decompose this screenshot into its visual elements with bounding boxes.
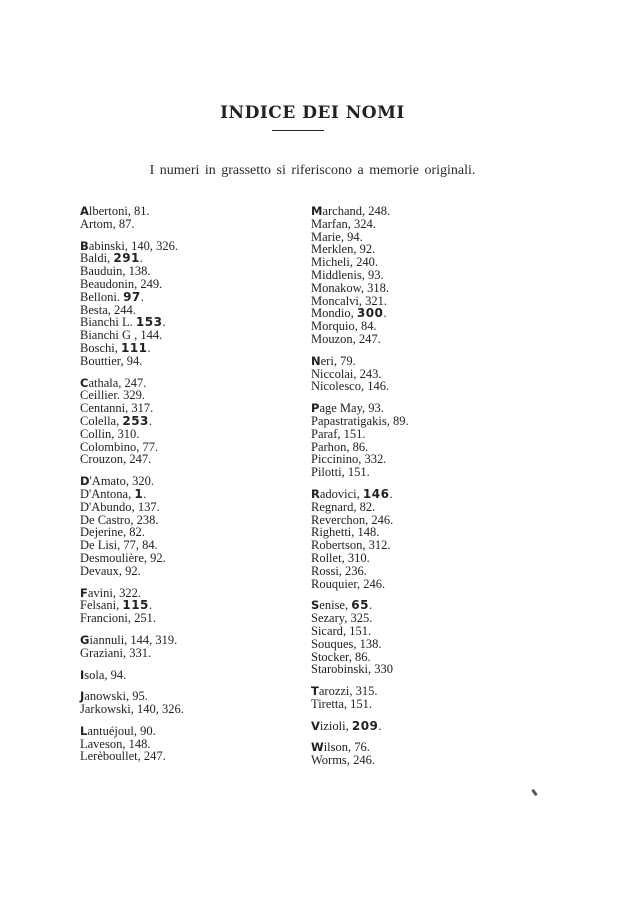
entry-pages: , 86. xyxy=(348,649,371,664)
entry-pages: . xyxy=(147,340,151,355)
entry-name: Laveson xyxy=(80,736,123,751)
entry-pages: , 247. xyxy=(123,452,152,467)
original-memoir-page: 97 xyxy=(123,289,141,304)
entry-pages: . xyxy=(162,315,166,330)
entry-pages: , 82. xyxy=(123,525,145,540)
entry-name: Morquio xyxy=(311,319,355,334)
index-entry xyxy=(311,466,551,479)
index-entry xyxy=(80,703,300,716)
entry-pages: . 329. xyxy=(116,388,145,403)
entry-name: Bianchi L. xyxy=(80,315,133,330)
left-column xyxy=(80,205,300,772)
entry-pages: . xyxy=(148,598,153,613)
entry-pages: , 321. xyxy=(358,293,388,308)
entry-pages: , xyxy=(356,486,363,501)
entry-name: Regnard xyxy=(311,499,354,514)
entry-name: Ceillier xyxy=(80,388,117,403)
entry-pages: , xyxy=(107,251,114,266)
entry-name: Mondio xyxy=(311,306,351,321)
entry-name: Merklen xyxy=(311,242,354,257)
entry-pages: , 82. xyxy=(353,499,376,514)
entry-name: Papastratigakis xyxy=(311,413,387,428)
entry-pages: , 151. xyxy=(337,426,366,441)
entry-pages: , 322. xyxy=(112,585,141,600)
index-entry xyxy=(80,565,300,578)
entry-pages: , 93. xyxy=(362,401,384,416)
entry-name: Righetti xyxy=(311,525,352,540)
entry-name: Beaudonin xyxy=(80,276,135,291)
entry-pages: , 144. xyxy=(131,328,163,343)
entry-name: Francioni xyxy=(80,611,128,626)
entry-pages: , 92. xyxy=(118,563,141,578)
entry-pages: , 90. xyxy=(133,723,156,738)
index-entry xyxy=(311,754,551,767)
entry-pages: , xyxy=(345,718,352,733)
entry-name: Jarkowski xyxy=(80,702,131,717)
entry-name: Parhon xyxy=(311,439,347,454)
entry-pages: , 138. xyxy=(122,264,151,279)
entry-name: Devaux xyxy=(80,563,119,578)
title-underline xyxy=(272,130,324,131)
index-entry xyxy=(311,333,551,346)
entry-name: Souques xyxy=(311,636,354,651)
entry-name: Wilson xyxy=(311,740,348,755)
entry-name: Albertoni xyxy=(80,204,128,218)
letter-group xyxy=(311,685,551,711)
entry-pages: , 86. xyxy=(346,439,369,454)
entry-pages: , xyxy=(116,413,123,428)
page-title: INDICE DEI NOMI xyxy=(220,103,405,123)
letter-group xyxy=(80,634,300,660)
entry-pages: . xyxy=(139,251,144,266)
entry-pages: , xyxy=(116,598,123,613)
letter-group xyxy=(311,402,551,479)
entry-name: Reverchon xyxy=(311,512,366,527)
entry-name: Graziani xyxy=(80,645,124,660)
entry-name: Besta xyxy=(80,302,108,317)
entry-name: Starobinski xyxy=(311,662,368,677)
entry-pages: . xyxy=(116,289,124,304)
entry-pages: , xyxy=(344,598,352,613)
entry-name: Stocker xyxy=(311,649,349,664)
entry-name: Marchand xyxy=(311,204,363,218)
entry-name: D'Antona xyxy=(80,486,129,501)
entry-pages: , 92. xyxy=(143,550,166,565)
index-entry xyxy=(311,698,551,711)
entry-pages: , 92. xyxy=(353,242,376,257)
entry-pages: , 144, 319. xyxy=(124,632,178,647)
entry-pages: , 77, 84. xyxy=(117,538,158,553)
entry-name: Boschi xyxy=(80,340,115,355)
original-memoir-page: 111 xyxy=(120,340,148,355)
entry-name: Colella xyxy=(80,413,117,428)
index-entry xyxy=(80,669,300,682)
entry-name: Artom xyxy=(80,216,113,231)
entry-pages: , 324. xyxy=(347,216,376,231)
entry-name: Neri xyxy=(311,353,334,368)
entry-name: Bauduin xyxy=(80,264,123,279)
entry-name: Bouttier xyxy=(80,353,121,368)
entry-pages: , 89. xyxy=(386,413,409,428)
letter-group xyxy=(311,741,551,767)
entry-pages: , 330 xyxy=(367,662,393,677)
entry-name: Sezary xyxy=(311,611,345,626)
entry-pages: , 249. xyxy=(134,276,163,291)
entry-pages: . xyxy=(389,486,393,501)
original-memoir-page: 253 xyxy=(122,413,149,428)
entry-pages: . xyxy=(140,289,144,304)
entry-pages: , 93. xyxy=(361,267,384,282)
entry-pages: , 332. xyxy=(358,452,387,467)
letter-group xyxy=(80,725,300,763)
entry-pages: , 248. xyxy=(362,204,391,218)
entry-name: Desmoulière xyxy=(80,550,144,565)
entry-name: Cathala xyxy=(80,375,119,390)
entry-name: Janowski xyxy=(80,689,126,704)
letter-group xyxy=(311,355,551,393)
entry-name: Mouzon xyxy=(311,331,353,346)
entry-pages: . xyxy=(148,413,153,428)
entry-name: Pilotti xyxy=(311,465,342,480)
entry-pages: , 77. xyxy=(136,439,159,454)
entry-pages: , 95. xyxy=(125,689,148,704)
letter-group xyxy=(311,205,551,346)
entry-name: Favini xyxy=(80,585,113,600)
original-memoir-page: 209 xyxy=(351,718,379,733)
entry-name: Sicard xyxy=(311,623,343,638)
entry-pages: , 251. xyxy=(127,611,157,626)
entry-name: Dejerine xyxy=(80,525,124,540)
entry-name: Niccolai xyxy=(311,366,354,381)
entry-name: Piccinino xyxy=(311,452,359,467)
original-memoir-page: 65 xyxy=(351,598,369,613)
entry-pages: , 137. xyxy=(131,499,160,514)
entry-name: Baldi xyxy=(80,251,108,266)
entry-name: Colombino xyxy=(80,439,137,454)
index-entry xyxy=(311,663,551,676)
entry-pages: , 140, 326. xyxy=(130,702,184,717)
entry-name: Collin xyxy=(80,426,112,441)
entry-pages: , 87. xyxy=(112,216,135,231)
entry-pages: , 310. xyxy=(341,550,370,565)
entry-pages: , 246. xyxy=(346,753,375,768)
entry-name: D'Amato xyxy=(80,474,126,489)
entry-name: D'Abundo xyxy=(80,499,132,514)
index-entry xyxy=(80,647,300,660)
entry-pages: , 84. xyxy=(354,319,377,334)
index-entry xyxy=(80,750,300,763)
entry-pages: , 247. xyxy=(137,749,166,764)
entry-name: Rouquier xyxy=(311,576,358,591)
entry-name: Radovici xyxy=(311,486,357,501)
entry-pages: , 94. xyxy=(104,667,127,682)
entry-pages: , 310. xyxy=(111,426,140,441)
entry-pages: , 246. xyxy=(365,512,394,527)
original-memoir-page: 291 xyxy=(113,251,140,266)
index-entry xyxy=(80,453,300,466)
entry-name: Moncalvi xyxy=(311,293,359,308)
entry-name: Marfan xyxy=(311,216,348,231)
entry-pages: , 94. xyxy=(120,353,143,368)
entry-pages: , 238. xyxy=(130,512,159,527)
entry-name: Isola xyxy=(80,667,105,682)
entry-pages: , 325. xyxy=(344,611,373,626)
entry-name: Marie xyxy=(311,229,341,244)
entry-pages: , 312. xyxy=(362,538,391,553)
entry-pages: , 138. xyxy=(353,636,382,651)
entry-pages: , 79. xyxy=(333,353,356,368)
entry-name: Centanni xyxy=(80,401,126,416)
original-memoir-page: 1 xyxy=(134,486,144,501)
letter-group xyxy=(80,475,300,577)
entry-name: Bianchi G xyxy=(80,328,132,343)
entry-name: Page May xyxy=(311,401,363,416)
index-entry xyxy=(80,218,300,231)
entry-name: Lantuéjoul xyxy=(80,723,134,738)
entry-pages: , 151. xyxy=(342,623,372,638)
original-memoir-page: 153 xyxy=(135,315,163,330)
entry-pages: , 81. xyxy=(127,204,150,218)
entry-pages: , 247. xyxy=(118,375,147,390)
entry-name: Rossi xyxy=(311,563,339,578)
index-entry xyxy=(311,578,551,591)
entry-pages: , xyxy=(114,340,121,355)
entry-name: Belloni xyxy=(80,289,117,304)
entry-name: Nicolesco xyxy=(311,379,361,394)
right-column xyxy=(311,205,551,776)
entry-pages: , 315. xyxy=(349,684,378,699)
entry-name: Robertson xyxy=(311,538,363,553)
entry-pages: , 240. xyxy=(349,255,379,270)
entry-pages: . xyxy=(383,306,387,321)
entry-name: Giannuli xyxy=(80,632,125,647)
entry-pages: , 246. xyxy=(357,576,386,591)
entry-pages: , xyxy=(350,306,357,321)
entry-name: Paraf xyxy=(311,426,338,441)
entry-name: Felsani xyxy=(80,598,117,613)
entry-name: Babinski xyxy=(80,238,125,253)
letter-group xyxy=(80,205,300,231)
letter-group xyxy=(311,488,551,590)
entry-pages: , 331. xyxy=(123,645,152,660)
entry-pages: , 236. xyxy=(338,563,367,578)
entry-pages: , 317. xyxy=(125,401,154,416)
entry-name: Tiretta xyxy=(311,696,344,711)
entry-name: Micheli xyxy=(311,255,350,270)
index-entry xyxy=(311,380,551,393)
entry-name: De Castro xyxy=(80,512,131,527)
entry-name: Tarozzi xyxy=(311,684,350,699)
letter-group xyxy=(311,599,551,676)
entry-pages: . xyxy=(368,598,373,613)
letter-group xyxy=(311,720,551,733)
entry-pages: , 247. xyxy=(352,331,381,346)
entry-name: Vizioli xyxy=(311,718,346,733)
entry-pages: , 94. xyxy=(340,229,363,244)
letter-group xyxy=(80,690,300,716)
entry-name: Worms xyxy=(311,753,347,768)
entry-name: Rollet xyxy=(311,550,342,565)
entry-pages: , 320. xyxy=(125,474,154,489)
entry-name: Senise xyxy=(311,598,345,613)
ink-speck xyxy=(531,789,537,796)
index-entry xyxy=(80,612,300,625)
entry-pages: , 244. xyxy=(107,302,136,317)
entry-pages: , 243. xyxy=(353,366,382,381)
entry-pages: , 146. xyxy=(360,379,390,394)
letter-group xyxy=(80,669,300,682)
entry-pages: , 151. xyxy=(341,465,370,480)
letter-group xyxy=(80,587,300,625)
letter-group xyxy=(80,240,300,368)
entry-pages: , 148. xyxy=(122,736,151,751)
entry-name: Monakow xyxy=(311,280,361,295)
original-memoir-page: 146 xyxy=(362,486,390,501)
entry-name: Middlenis xyxy=(311,267,362,282)
index-entry xyxy=(80,355,300,368)
bold-numbers-note: I numeri in grassetto si riferiscono a memorie originali. xyxy=(149,163,476,178)
entry-pages: , 76. xyxy=(348,740,370,755)
original-memoir-page: 300 xyxy=(356,306,384,321)
entry-name: Crouzon xyxy=(80,452,124,467)
entry-pages: . xyxy=(143,486,147,501)
entry-pages: , 148. xyxy=(351,525,380,540)
letter-group xyxy=(80,377,300,467)
index-entry xyxy=(311,720,551,733)
entry-pages: , 151. xyxy=(343,696,372,711)
entry-pages: , xyxy=(128,486,135,501)
entry-name: Lerèboullet xyxy=(80,749,138,764)
entry-name: De Lisi xyxy=(80,538,118,553)
entry-pages: , 318. xyxy=(360,280,390,295)
entry-pages: , 140, 326. xyxy=(124,238,178,253)
original-memoir-page: 115 xyxy=(122,598,149,613)
entry-pages: . xyxy=(378,718,382,733)
